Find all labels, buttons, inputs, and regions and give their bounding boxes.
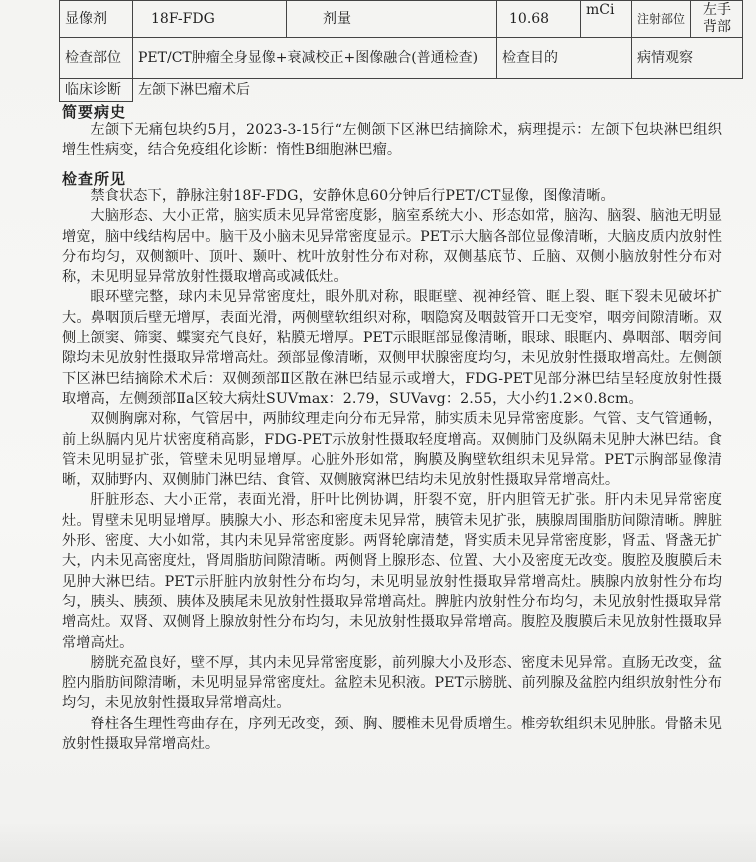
findings-paragraph: 大脑形态、大小正常，脑实质未见异常密度影，脑室系统大小、形态如常，脑沟、脑裂、脑池无明显增宽，脑中线结构居中。脑干及小脑未见异常密度显示。PET示大脑各部位显像清晰，大脑皮质内放射性分布均匀，双侧额叶、顶叶、颞叶、枕叶放射性分布对称，双侧基底节、丘脑、双侧小脑放射性分布对称，未见明显异常放射性摄取增高或减低灶。 xyxy=(62,208,722,286)
exam-purpose-label: 检查目的 xyxy=(497,38,632,79)
exam-info-table xyxy=(59,0,743,102)
findings-paragraph: 肝脏形态、大小正常，表面光滑，肝叶比例协调，肝裂不宽，肝内胆管无扩张。肝内未见异常密度灶。胃壁未见明显增厚。胰腺大小、形态和密度未见异常，胰管未见扩张，胰腺周围脂肪间隙清晰。脾脏外形、密度、大小如常，其内未见异常密度影。两肾轮廓清楚，肾实质未见异常密度影，肾盂、肾盏无扩大，内未见高密度灶，肾周脂肪间隙清晰。两侧肾上腺形态、位置、大小及密度无改变。腹腔及腹膜后未见肿大淋巴结。PET示肝脏内放射性分布均匀，未见明显放射性摄取异常增高灶。胰腺内放射性分布均匀，胰头、胰颈、胰体及胰尾未见放射性摄取异常增高灶。脾脏内放射性分布均匀，未见放射性摄取异常增高灶。双肾、双侧肾上腺放射性分布均匀，未见放射性摄取异常增高。腹腔及腹膜后未见放射性摄取异常增高灶。 xyxy=(62,492,722,651)
dose-unit: mCi xyxy=(581,1,632,38)
findings-paragraph: 禁食状态下，静脉注射18F-FDG，安静休息60分钟后行PET/CT显像，图像清晰。 xyxy=(90,188,615,204)
dose-value: 10.68 xyxy=(497,1,581,38)
diagnosis-label: 临床诊断 xyxy=(60,79,133,102)
findings-paragraph: 双侧胸廓对称，气管居中，两肺纹理走向分布无异常，肺实质未见异常密度影。气管、支气管通畅，前上纵膈内见片状密度稍高影，FDG-PET示放射性摄取轻度增高。双侧肺门及纵隔未见肿大淋巴结。食管未见明显扩张，管壁未见明显增厚。心脏外形如常，胸膜及胸壁软组织未见异常。PET示胸部显像清晰，双肺野内、双侧肺门淋巴结、食管、双侧腋窝淋巴结均未见放射性摄取异常增高灶。 xyxy=(62,411,722,489)
findings-text-block xyxy=(62,186,722,754)
exam-site-value: PET/CT肿瘤全身显像+衰减校正+图像融合(普通检查) xyxy=(133,38,497,79)
exam-purpose-value: 病情观察 xyxy=(632,38,743,79)
history-text: 左颌下无痛包块约5月，2023-3-15行“左侧颌下区淋巴结摘除术，病理提示：左颌下包块淋巴组织增生性病变，结合免疫组化诊断：惰性B细胞淋巴瘤。 xyxy=(62,122,722,159)
tracer-row xyxy=(60,1,743,38)
findings-paragraph: 膀胱充盈良好，壁不厚，其内未见异常密度影，前列腺大小及形态、密度未见异常。直肠无改变，盆腔内脂肪间隙清晰，未见明显异常密度灶。盆腔未见积液。PET示膀胱、前列腺及盆腔内组织放射性分布均匀，未见放射性摄取异常增高灶。 xyxy=(62,654,722,712)
findings-paragraph: 脊柱各生理性弯曲存在，序列无改变，颈、胸、腰椎未见骨质增生。椎旁软组织未见肿胀。骨骼未见放射性摄取异常增高灶。 xyxy=(62,715,722,753)
tracer-label: 显像剂 xyxy=(60,1,133,38)
exam-site-row xyxy=(60,38,743,79)
history-title: 简要病史 xyxy=(62,103,127,121)
exam-site-label: 检查部位 xyxy=(60,38,133,79)
page-shadow xyxy=(0,822,756,862)
diagnosis-row xyxy=(60,79,743,102)
tracer-value: 18F-FDG xyxy=(133,1,287,38)
history-text-block xyxy=(62,120,722,161)
findings-title: 检查所见 xyxy=(62,170,127,188)
dose-label: 剂量 xyxy=(287,1,497,38)
injection-site-label: 注射部位 xyxy=(632,1,691,38)
diagnosis-value: 左颌下淋巴瘤术后 xyxy=(133,79,743,102)
injection-site-value: 左手背部 xyxy=(691,1,743,38)
findings-paragraph: 眼环壁完整，球内未见异常密度灶，眼外肌对称，眼眶壁、视神经管、眶上裂、眶下裂未见破坏扩大。鼻咽顶后壁无增厚，表面光滑，两侧壁软组织对称，咽隐窝及咽鼓管开口无变窄，咽旁间隙清晰。双侧上颌窦、筛窦、蝶窦充气良好，粘膜无增厚。PET示眼眶部显像清晰，眼球、眼眶内、鼻咽部、咽旁间隙均未见放射性摄取异常增高灶。颈部显像清晰，双侧甲状腺密度均匀，未见放射性摄取增高灶。左侧颌下区淋巴结摘除术术后：双侧颈部Ⅱ区散在淋巴结显示或增大，FDG-PET见部分淋巴结呈轻度放射性摄取增高，左侧颈部Ⅱa区较大病灶SUVmax：2.79，SUVavg：2.55，大小约1.2×0.8cm。 xyxy=(62,289,722,407)
